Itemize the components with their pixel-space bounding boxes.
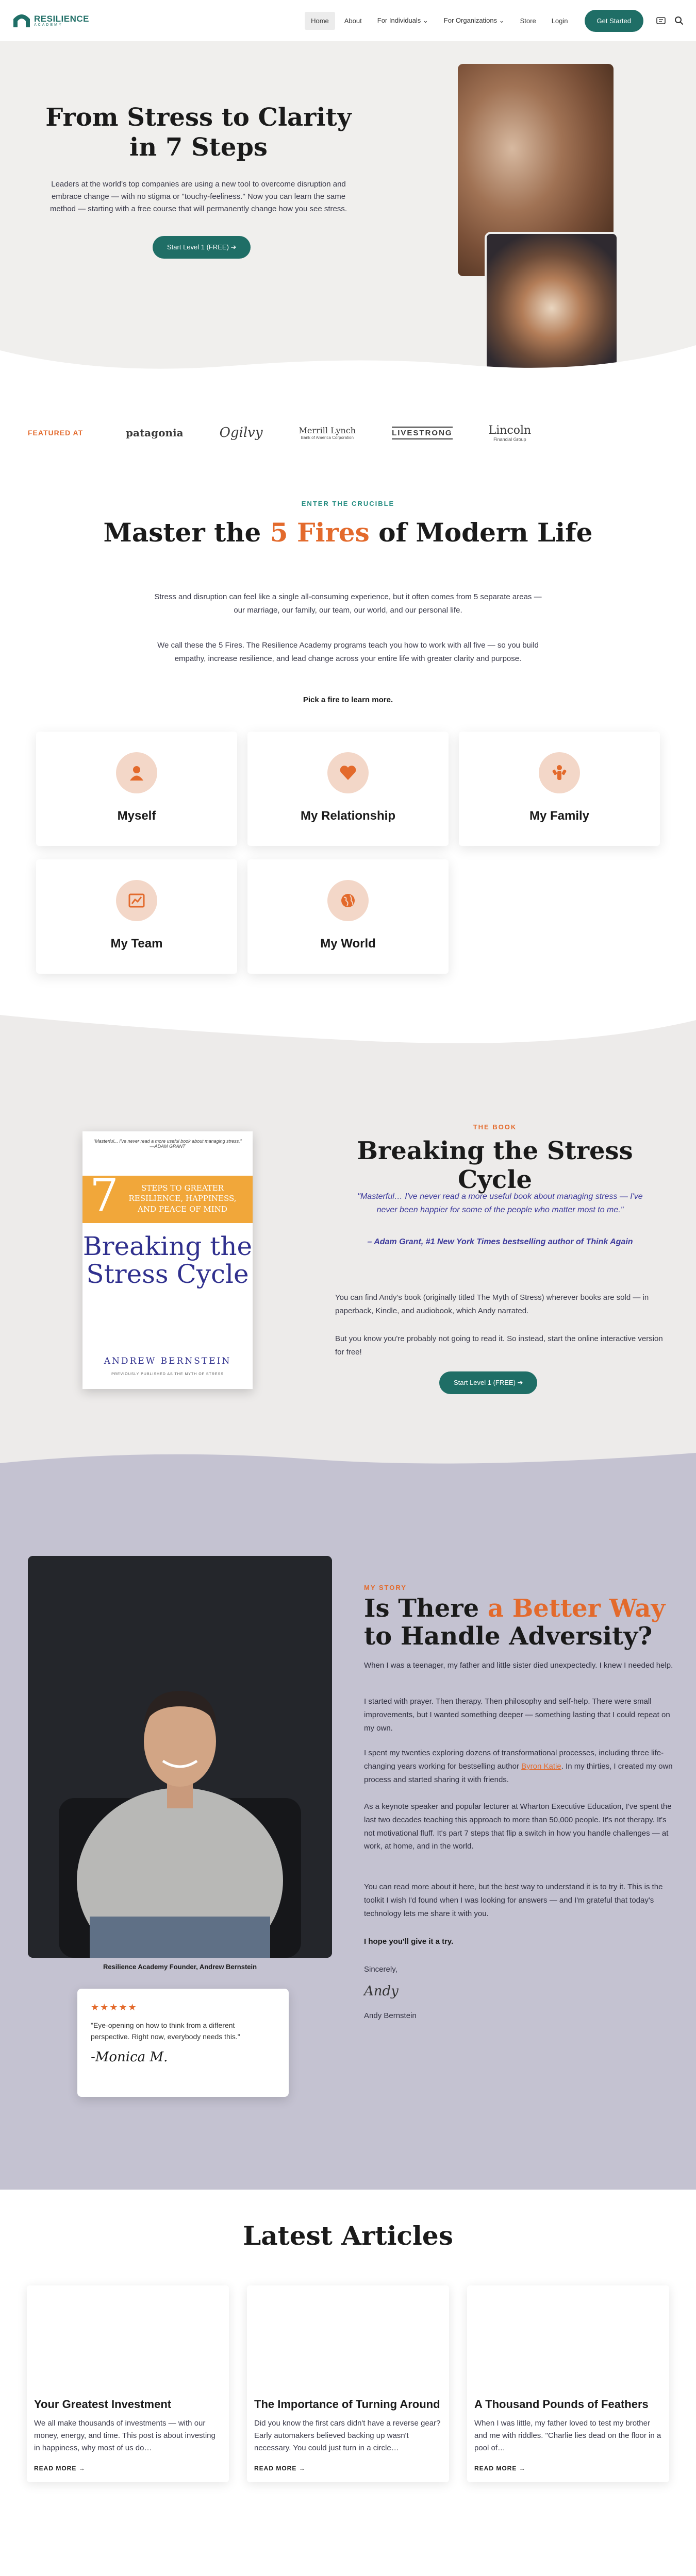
- chart-icon: [127, 891, 146, 910]
- book-start-button[interactable]: Start Level 1 (FREE) ➔: [439, 1371, 537, 1394]
- fire-card-myself[interactable]: Myself: [36, 732, 237, 846]
- featured-logos: [0, 371, 696, 495]
- book-body-2: But you know you're probably not going to read it. So instead, start the online interactive version for free!: [335, 1334, 663, 1357]
- nav-for-organizations[interactable]: For Organizations ⌄: [443, 16, 505, 24]
- five-fires-section: [0, 495, 696, 1015]
- nav-home[interactable]: Home: [305, 12, 335, 30]
- fire-card-relationship[interactable]: My Relationship: [247, 732, 449, 846]
- logo[interactable]: [12, 13, 89, 28]
- nav-about[interactable]: About: [344, 16, 362, 25]
- story-para-3: I spent my twenties exploring dozens of transformational processes, including three life-changing years working for bestselling author Byron Katie. In my thirties, I created my own process and started sharing it with friends.: [364, 1749, 673, 1784]
- hero-start-button[interactable]: Start Level 1 (FREE) ➔: [153, 236, 251, 259]
- cart-icon[interactable]: [656, 16, 666, 25]
- fire-card-team[interactable]: My Team: [36, 859, 237, 974]
- site-header: [0, 0, 696, 41]
- story-para-6: I hope you'll give it a try.: [364, 1937, 454, 1946]
- crucible-intro: Stress and disruption can feel like a single all-consuming experience, but it often comes from 5 separate areas — our marriage, our family, our team, our world, and our personal life.: [154, 592, 542, 615]
- brand-merrill-lynch: Merrill Lynch Bank of America Corporation: [299, 426, 356, 440]
- crucible-prompt: Pick a fire to learn more.: [303, 696, 393, 704]
- logo-icon: [12, 13, 31, 28]
- article-card[interactable]: [247, 2285, 449, 2482]
- book-top-wave: [0, 1015, 696, 1056]
- book-quote-attribution: – Adam Grant, #1 New York Times bestselling author of Think Again: [367, 1238, 633, 1246]
- fire-card-world[interactable]: My World: [247, 859, 449, 974]
- star-rating: ★★★★★: [91, 2002, 138, 2012]
- book-quote: "Masterful… I've never read a more useful book about managing stress — I've never been happier for some of the people who matter most to me.": [357, 1192, 643, 1214]
- hero-title: From Stress to Clarity in 7 Steps: [45, 103, 352, 162]
- book-eyebrow: THE BOOK: [473, 1123, 517, 1131]
- article-excerpt: We all make thousands of investments — with our money, energy, and time. This post is about investing in happiness, why most of us do…: [34, 2418, 216, 2452]
- nav-for-individuals[interactable]: For Individuals ⌄: [377, 16, 428, 24]
- story-signature: Andy: [364, 1984, 399, 1999]
- brand-lincoln: Lincoln Financial Group: [488, 423, 532, 442]
- articles-title: Latest Articles: [243, 2221, 453, 2251]
- article-title[interactable]: The Importance of Turning Around: [254, 2398, 440, 2411]
- hero-body: Leaders at the world's top companies are using a new tool to overcome disruption and embrace change — with no stigma or "touchy-feeliness." Now you can learn the same method — starting with a free course that will permanently change how you see stress.: [49, 180, 347, 213]
- testimonial-text: "Eye-opening on how to think from a different perspective. Right now, everybody needs this.": [91, 2021, 240, 2041]
- heart-icon: [339, 764, 357, 782]
- article-thumbnail: [247, 2285, 449, 2397]
- hero-wave-divider: [0, 330, 696, 381]
- read-more-link[interactable]: READ MORE →: [34, 2464, 86, 2472]
- story-para-1: When I was a teenager, my father and little sister died unexpectedly. I knew I needed help.: [364, 1661, 673, 1670]
- article-card[interactable]: [467, 2285, 669, 2482]
- globe-icon: [339, 891, 357, 910]
- read-more-link[interactable]: READ MORE →: [474, 2464, 526, 2472]
- get-started-button[interactable]: Get Started: [585, 10, 643, 32]
- article-excerpt: Did you know the first cars didn't have a reverse gear? Early automakers believed backing up wasn't necessary. You could just turn in a circle…: [254, 2418, 441, 2452]
- story-section: [0, 1479, 696, 2190]
- crucible-body: We call these the 5 Fires. The Resilience Academy programs teach you how to work with all five — so you build empathy, increase resilience, and lead change across your entire life with greater clarity and purpose.: [157, 641, 539, 664]
- logo-subtitle: ACADEMY: [34, 23, 63, 27]
- nav-login[interactable]: Login: [551, 16, 568, 25]
- testimonial-card: [77, 1989, 289, 2097]
- crucible-eyebrow: ENTER THE CRUCIBLE: [301, 500, 395, 507]
- main-nav: [305, 11, 574, 30]
- story-author-name: Andy Bernstein: [364, 2011, 417, 2020]
- founder-portrait: [28, 1556, 332, 1958]
- story-para-5: You can read more about it here, but the best way to understand it is to try it. This is the toolkit I wish I'd found when I was looking for answers — and I'm grateful that today's technology lets me share it with you.: [364, 1883, 663, 1918]
- articles-section: [0, 2190, 696, 2576]
- story-eyebrow: MY STORY: [364, 1584, 407, 1591]
- hero-section: [0, 41, 696, 371]
- story-title: Is There a Better Way to Handle Adversity?: [364, 1594, 666, 1651]
- story-para-4: As a keynote speaker and popular lecturer at Wharton Executive Education, I've spent the last two decades teaching this approach to more than 50,000 people. It's not therapy. It's not motivational fluff. It's part 7 steps that flip a switch in how you handle challenges — at work, at home, and in the world.: [364, 1802, 672, 1851]
- read-more-link[interactable]: READ MORE →: [254, 2464, 306, 2472]
- article-thumbnail: [27, 2285, 229, 2397]
- book-body-1: You can find Andy's book (originally titled The Myth of Stress) wherever books are sold — in paperback, Kindle, and audiobook, which Andy narrated.: [335, 1293, 649, 1315]
- crucible-title: Master the 5 Fires of Modern Life: [103, 517, 593, 548]
- person-icon: [127, 764, 146, 782]
- story-sincerely: Sincerely,: [364, 1965, 397, 1974]
- founder-caption: Resilience Academy Founder, Andrew Bernstein: [103, 1963, 257, 1971]
- featured-label: FEATURED AT: [28, 429, 84, 437]
- article-title[interactable]: Your Greatest Investment: [34, 2398, 172, 2411]
- nav-store[interactable]: Store: [520, 16, 536, 25]
- founder-photo: [28, 1556, 332, 1958]
- byron-katie-link[interactable]: Byron Katie: [521, 1761, 561, 1771]
- fire-card-family[interactable]: My Family: [459, 732, 660, 846]
- search-icon[interactable]: [674, 16, 684, 25]
- book-title: Breaking the Stress Cycle: [357, 1137, 633, 1194]
- book-cover[interactable]: "Masterful... I've never read a more useful book about managing stress." —ADAM GRANT 7 STEPS TO GREATER RESILIENCE, HAPPINESS, AND PEACE OF MIND Breaking the Stress Cycle ANDREW BERNSTEIN PREVIOUSLY PUBLISHED AS THE MYTH OF STRESS: [82, 1131, 253, 1389]
- article-card[interactable]: [27, 2285, 229, 2482]
- family-icon: [550, 764, 569, 782]
- brand-livestrong: LIVESTRONG: [392, 427, 453, 439]
- book-bottom-wave: [0, 1448, 696, 1479]
- brand-patagonia: patagonia: [126, 427, 184, 439]
- story-para-2: I started with prayer. Then therapy. Then philosophy and self-help. There were small improvements, but I wanted something deeper — something lasting that I could repeat on my own.: [364, 1697, 670, 1733]
- brand-ogilvy: Ogilvy: [219, 425, 263, 440]
- logo-title: RESILIENCE: [34, 14, 90, 24]
- book-section: [0, 1015, 696, 1479]
- article-thumbnail: [467, 2285, 669, 2397]
- article-title[interactable]: A Thousand Pounds of Feathers: [474, 2398, 649, 2411]
- article-excerpt: When I was little, my father loved to test my brother and me with riddles. "Charlie lies dead on the floor in a pool of…: [474, 2418, 661, 2452]
- testimonial-signature: -Monica M.: [91, 2049, 168, 2065]
